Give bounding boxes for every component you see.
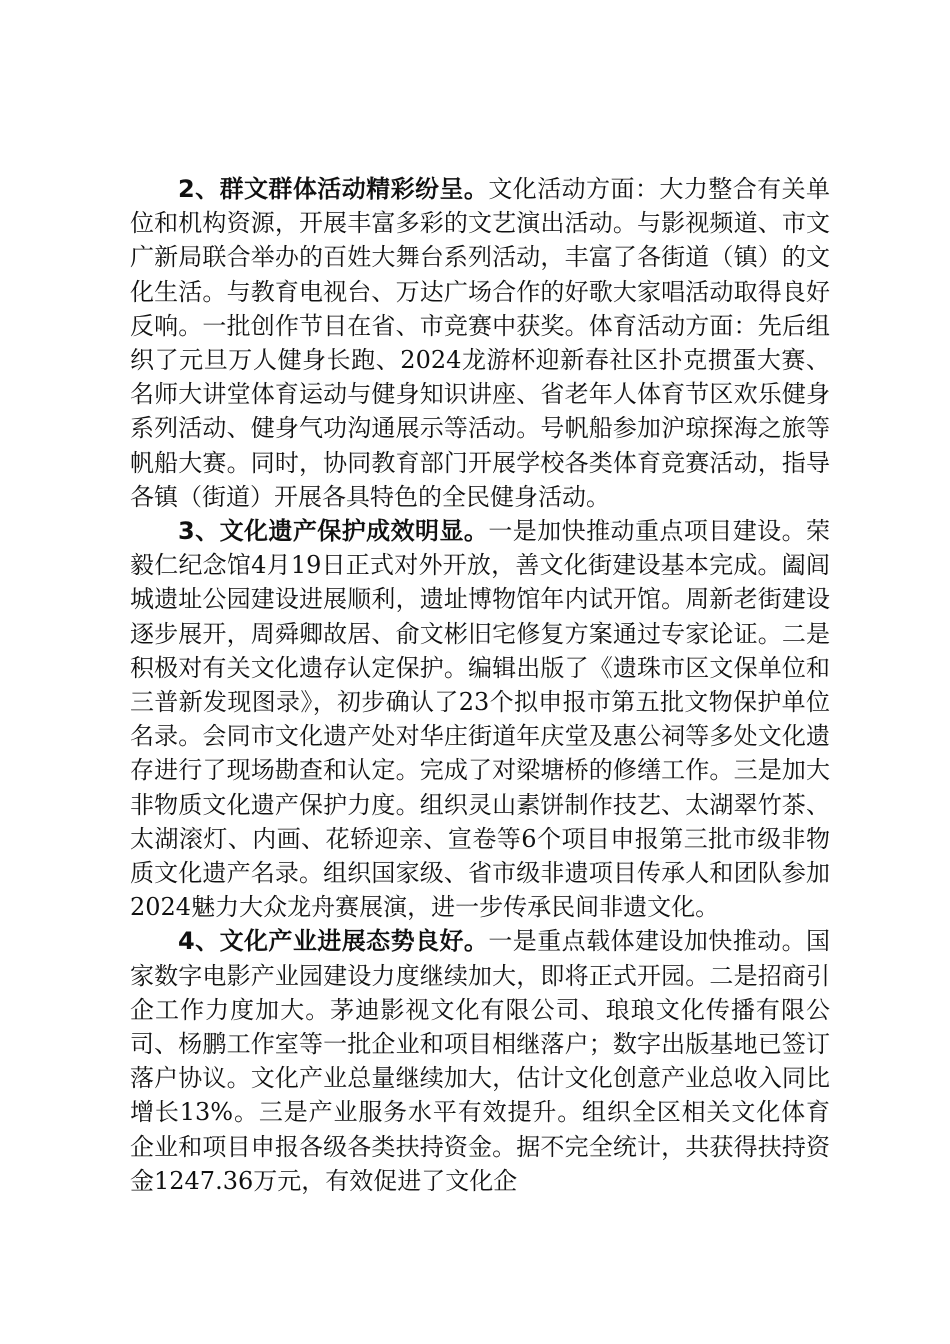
paragraph-body: 一是加快推动重点项目建设。荣毅仁纪念馆4月19日正式对外开放，善文化街建设基本完成。阖闾城遗址公园建设进展顺利，遗址博物馆年内试开馆。周新老街建设逐步展开，周舜卿故居、俞文彬旧宅修复方案通过专家论证。二是积极对有关文化遗存认定保护。编辑出版了《遗珠市区文保单位和三普新发现图录》，初步确认了23个拟申报市第五批文物保护单位名录。会同市文化遗产处对华庄街道年庆堂及惠公祠等多处文化遗存进行了现场勘查和认定。完成了对梁塘桥的修缮工作。三是加大非物质文化遗产保护力度。组织灵山素饼制作技艺、太湖翠竹茶、太湖滚灯、内画、花轿迎亲、宣卷等6个项目申报第三批市级非物质文化遗产名录。组织国家级、省市级非遗项目传承人和团队参加2024魅力大众龙舟赛展演，进一步传承民间非遗文化。 bbox=[130, 517, 831, 922]
paragraph-body: 一是重点载体建设加快推动。国家数字电影产业园建设力度继续加大，即将正式开园。二是招商引企工作力度加大。茅迪影视文化有限公司、琅琅文化传播有限公司、杨鹏工作室等一批企业和项目相继落户；数字出版基地已签订落户协议。文化产业总量继续加大，估计文化创意产业总收入同比增长13%。三是产业服务水平有效提升。组织全区相关文化体育企业和项目申报各级各类扶持资金。据不完全统计，共获得扶持资金1247.36万元，有效促进了文化企 bbox=[130, 927, 831, 1195]
document-page bbox=[130, 172, 830, 1198]
paragraph-heading: 2、群文群体活动精彩纷呈。 bbox=[178, 175, 489, 203]
paragraph-mass-culture bbox=[130, 172, 830, 514]
paragraph-cultural-industry bbox=[130, 924, 830, 1198]
paragraph-heritage-protection bbox=[130, 514, 830, 924]
paragraph-heading: 3、文化遗产保护成效明显。 bbox=[178, 517, 489, 546]
paragraph-heading: 4、文化产业进展态势良好。 bbox=[178, 927, 489, 956]
paragraph-body: 文化活动方面：大力整合有关单位和机构资源，开展丰富多彩的文艺演出活动。与影视频道、市文广新局联合举办的百姓大舞台系列活动，丰富了各街道（镇）的文化生活。与教育电视台、万达广场合作的好歌大家唱活动取得良好反响。一批创作节目在省、市竞赛中获奖。体育活动方面：先后组织了元旦万人健身长跑、2024龙游杯迎新春社区扑克掼蛋大赛、名师大讲堂体育运动与健身知识讲座、省老年人体育节区欢乐健身系列活动、健身气功沟通展示等活动。号帆船参加沪琼探海之旅等帆船大赛。同时，协同教育部门开展学校各类体育竞赛活动，指导各镇（街道）开展各具特色的全民健身活动。 bbox=[130, 175, 831, 511]
